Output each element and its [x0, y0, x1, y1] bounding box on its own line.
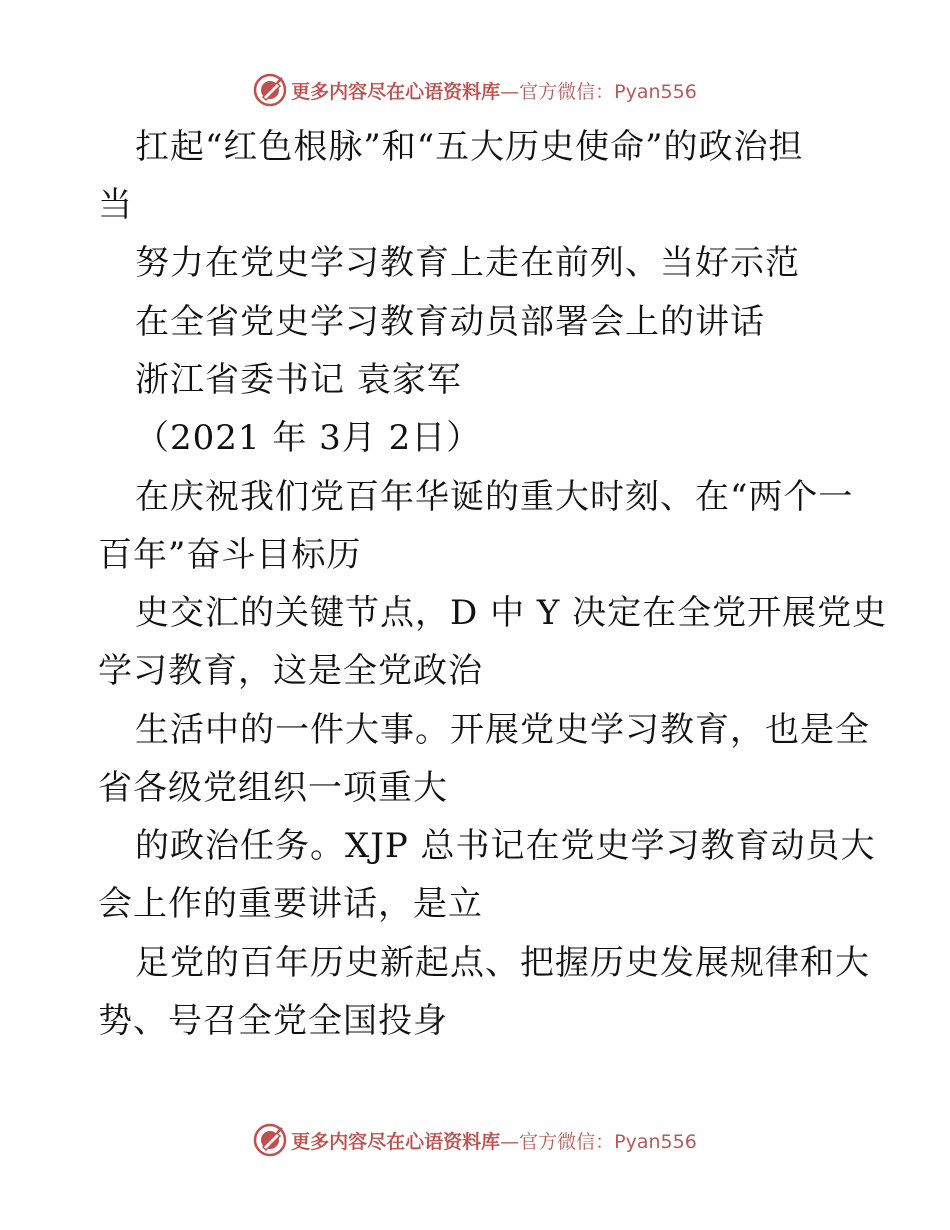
watermark-wechat: 官方微信：Pyan556 — [519, 80, 697, 103]
paragraph-line: 学习教育，这是全党政治 — [98, 651, 483, 691]
author-line: 浙江省委书记 袁家军 — [135, 360, 462, 400]
title-line-1: 扛起“红色根脉”和“五大历史使命”的政治担 — [135, 127, 804, 167]
paragraph-line: 的政治任务。XJP 总书记在党史学习教育动员大 — [135, 826, 876, 866]
watermark-text — [291, 1127, 697, 1154]
watermark-wechat: 官方微信：Pyan556 — [519, 1130, 697, 1153]
paragraph-line: 省各级党组织一项重大 — [98, 768, 448, 808]
paragraph-line: 在庆祝我们党百年华诞的重大时刻、在“两个一 — [135, 477, 854, 517]
paragraph-line: 势、号召全党全国投身 — [98, 1001, 448, 1041]
watermark-banner-bottom — [0, 1120, 950, 1160]
title-line-1-wrap: 当 — [98, 185, 133, 225]
paragraph-line: 生活中的一件大事。开展党史学习教育，也是全 — [135, 710, 870, 750]
watermark-banner-top — [0, 70, 950, 110]
watermark-brand: 更多内容尽在心语资料库 — [291, 80, 501, 103]
subtitle-line: 努力在党史学习教育上走在前列、当好示范 — [135, 243, 800, 283]
watermark-text — [291, 77, 697, 104]
date-line: （2021 年 3月 2日） — [135, 418, 482, 458]
seal-logo-icon — [253, 73, 287, 107]
paragraph-line: 百年”奋斗目标历 — [98, 535, 362, 575]
watermark-brand: 更多内容尽在心语资料库 — [291, 1130, 501, 1153]
paragraph-line: 足党的百年历史新起点、把握历史发展规律和大 — [135, 943, 870, 983]
paragraph-line: 史交汇的关键节点，D 中 Y 决定在全党开展党史 — [135, 593, 888, 633]
paragraph-line: 会上作的重要讲话，是立 — [98, 884, 483, 924]
watermark-separator: — — [500, 1130, 520, 1153]
watermark-separator: — — [500, 80, 520, 103]
occasion-line: 在全省党史学习教育动员部署会上的讲话 — [135, 302, 765, 342]
seal-logo-icon — [253, 1123, 287, 1157]
